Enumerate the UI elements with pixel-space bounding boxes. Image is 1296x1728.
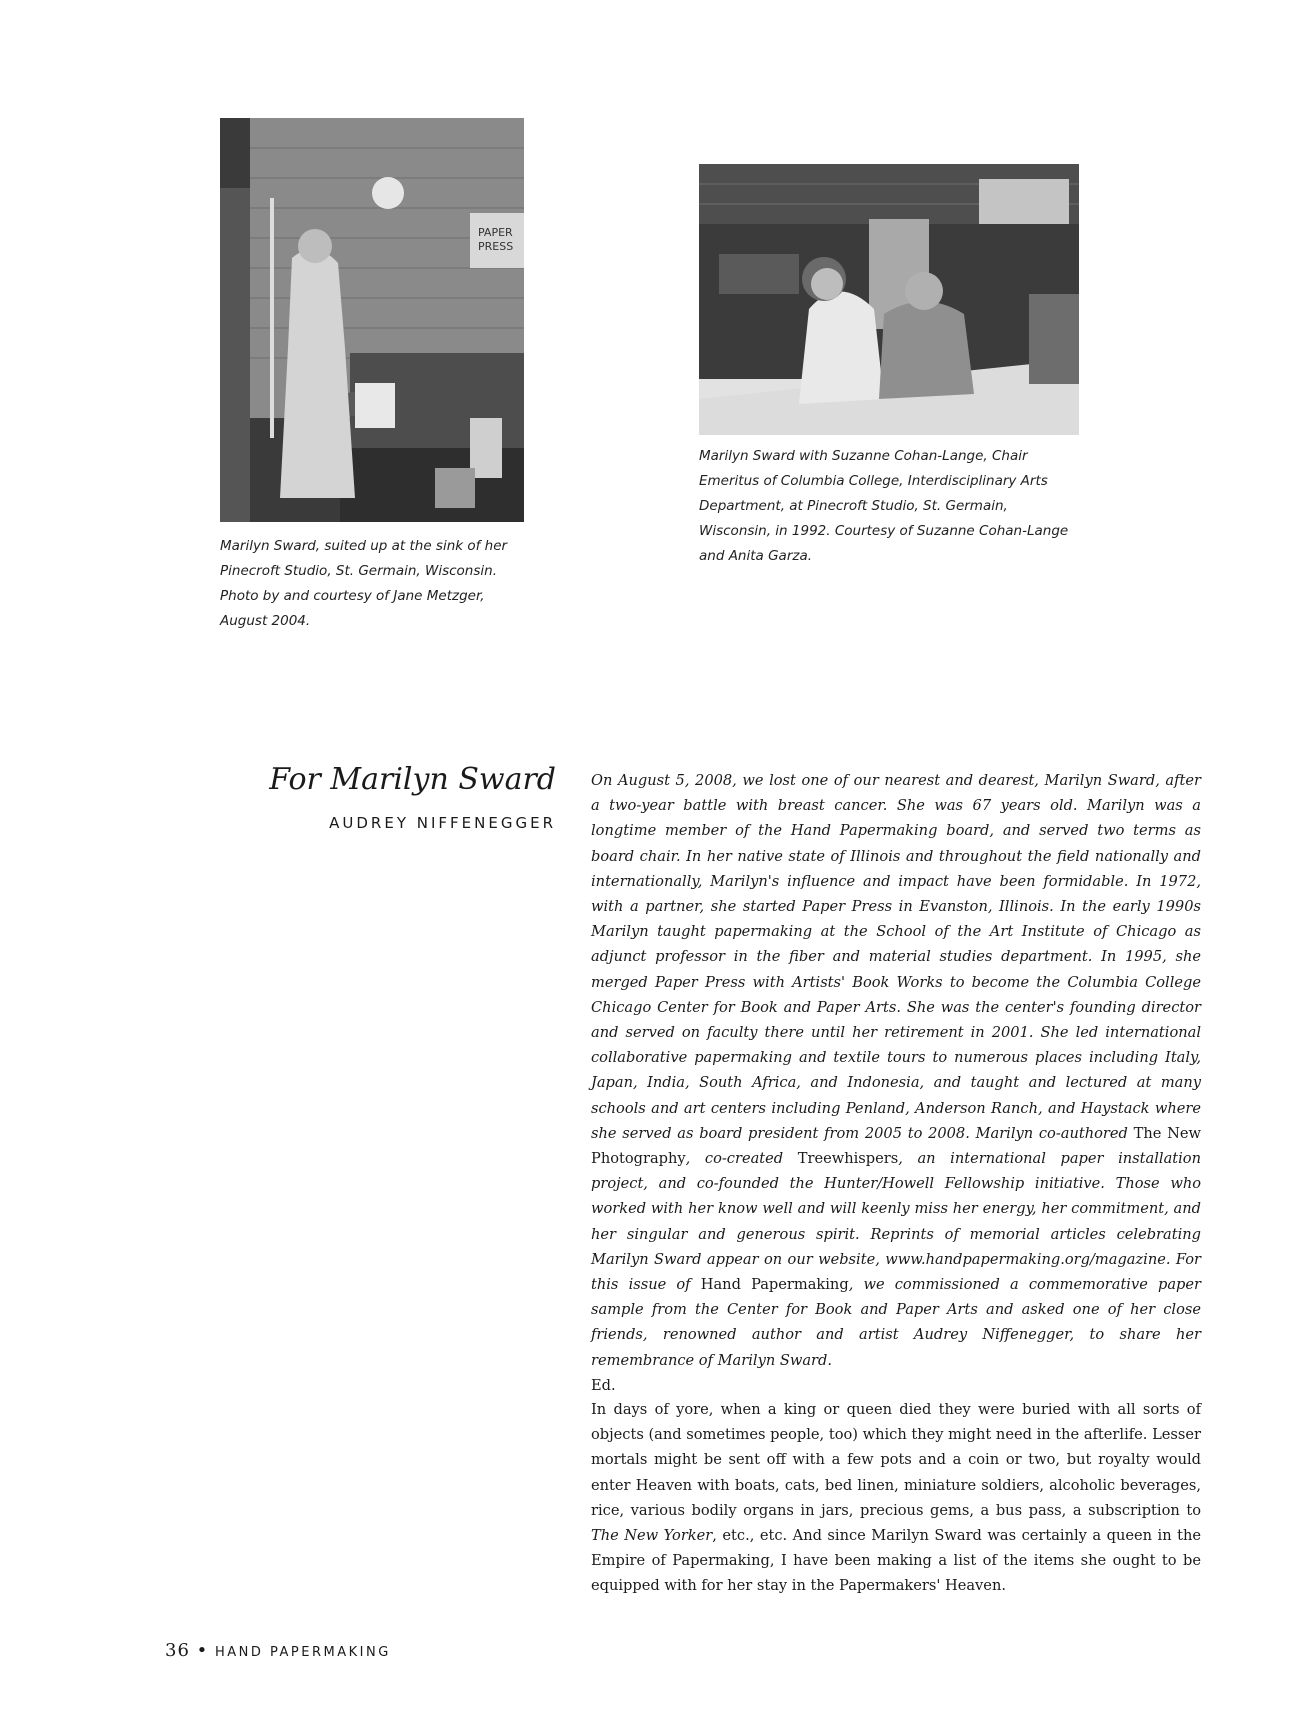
- article-title: For Marilyn Sward: [269, 762, 556, 797]
- photo-marilyn-at-sink: [220, 118, 524, 522]
- page-number: 36: [165, 1640, 190, 1661]
- sign-text-press: PRESS: [478, 240, 514, 253]
- article-body-paragraph: [591, 1397, 1201, 1599]
- intro-text-4: , we commissioned a commemorative paper sample from the Center for Book and Paper Arts and asked one of her close friends, renowned author and artist Audrey Niffenegger, to share her remembrance of Marilyn Sward.: [591, 1276, 1202, 1369]
- body-italic-title: The New Yorker: [591, 1527, 713, 1545]
- caption-left-text: Marilyn Sward, suited up at the sink of her Pinecroft Studio, St. Germain, Wisconsin. Photo by and courtesy of Jane Metzger, August 2004.: [220, 538, 508, 629]
- photo-illustration: [220, 118, 524, 522]
- article-author: AUDREY NIFFENEGGER: [329, 814, 556, 832]
- body-text-1: In days of yore, when a king or queen died they were buried with all sorts of objects (and sometimes people, too) which they might need in the afterlife. Lesser mortals might be sent off with a few pots and a coin or two, but royalty would enter Heaven with boats, cats, bed linen, miniature soldiers, alcoholic beverages, rice, various bodily organs in jars, precious gems, a bus pass, a subscription to: [591, 1401, 1201, 1519]
- folio-separator: •: [196, 1640, 209, 1661]
- photo-illustration-right: [699, 164, 1079, 435]
- intro-signoff: Ed.: [591, 1376, 616, 1394]
- page-footer: [165, 1640, 391, 1661]
- publication-name: HAND PAPERMAKING: [215, 1645, 391, 1660]
- caption-right-text: Marilyn Sward with Suzanne Cohan-Lange, Chair Emeritus of Columbia College, Interdisciplinary Arts Department, at Pinecroft Studio, St. Germain, Wisconsin, in 1992. Courtesy of Suzanne Cohan-Lange and Anita Garza.: [699, 448, 1069, 564]
- sign-text-paper: PAPER: [478, 226, 513, 239]
- caption-left-photo: [220, 534, 510, 634]
- intro-text-3: , an international paper installation project, and co-founded the Hunter/Howell Fellowship initiative. Those who worked with her know well and will keenly miss her energy, her commitment, and her singular and generous spirit. Reprints of memorial articles celebrating Marilyn Sward appear on our website, www.handpapermaking.org/magazine. For this issue of: [591, 1150, 1201, 1294]
- intro-project-title: Treewhispers: [797, 1150, 899, 1168]
- intro-text-1: On August 5, 2008, we lost one of our nearest and dearest, Marilyn Sward, after a two-year battle with breast cancer. She was 67 years old. Marilyn was a longtime member of the Hand Papermaking board, and served two terms as board chair. In her native state of Illinois and throughout the field nationally and internationally, Marilyn's influence and impact have been formidable. In 1972, with a partner, she started Paper Press in Evanston, Illinois. In the early 1990s Marilyn taught papermaking at the School of the Art Institute of Chicago as adjunct professor in the fiber and material studies department. In 1995, she merged Paper Press with Artists' Book Works to become the Columbia College Chicago Center for Book and Paper Arts. She was the center's founding director and served on faculty there until her retirement in 2001. She led international collaborative papermaking and textile tours to numerous places including Italy, Japan, India, South Africa, and Indonesia, and taught and lectured at many schools and art centers including Penland, Anderson Ranch, and Haystack where she served as board president from 2005 to 2008. Marilyn co-authored: [591, 772, 1201, 1142]
- intro-magazine-title: Hand Papermaking: [700, 1276, 849, 1294]
- intro-text-2: , co-created: [685, 1150, 784, 1168]
- photo-marilyn-with-suzanne: [699, 164, 1079, 435]
- caption-right-photo: [699, 444, 1084, 569]
- editor-introduction: [591, 768, 1201, 1398]
- body-text-2: , etc., etc. And since Marilyn Sward was certainly a queen in the Empire of Papermaking, I have been making a list of the items she ought to be equipped with for her stay in the Papermakers' Heaven.: [591, 1527, 1201, 1595]
- intro-book-title: The New Photography: [591, 1124, 1201, 1168]
